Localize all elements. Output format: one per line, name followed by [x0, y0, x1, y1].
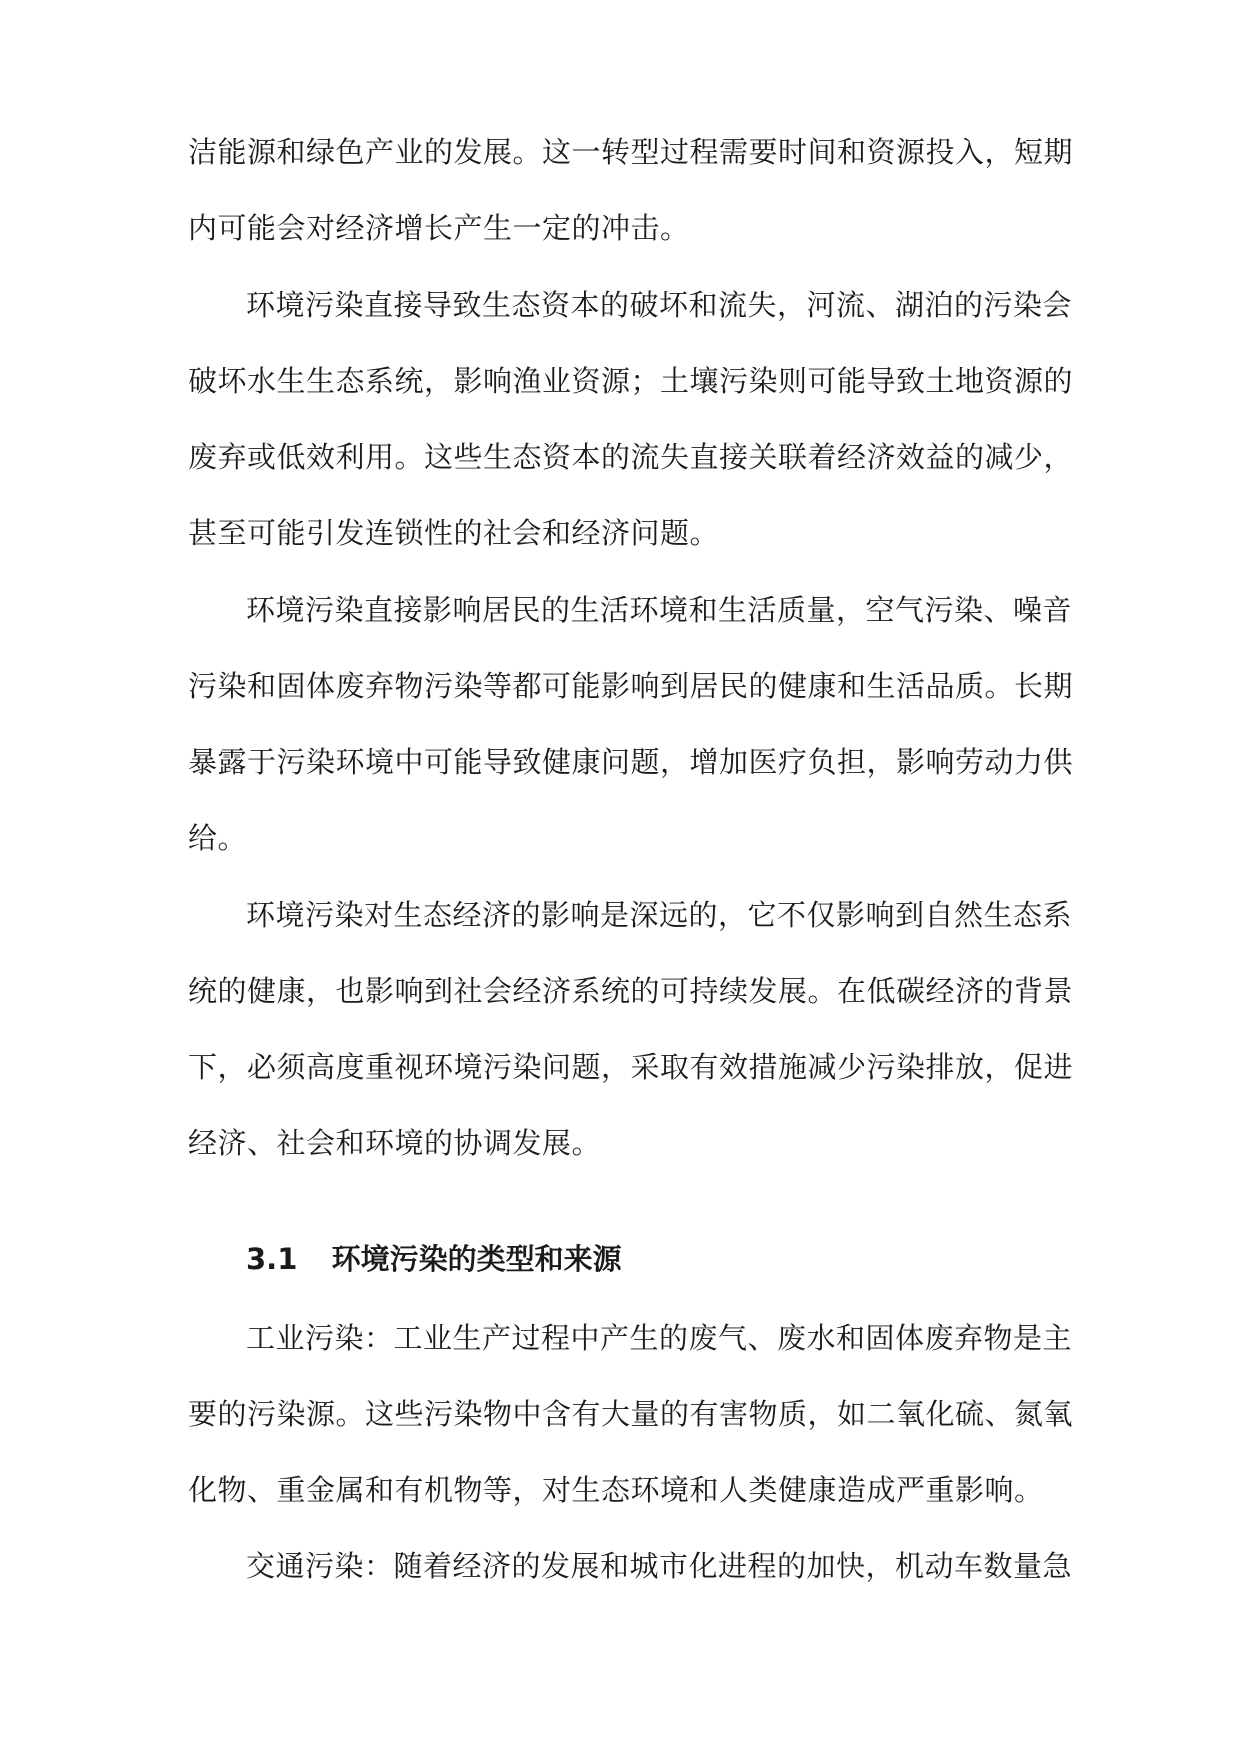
paragraph-3-line-4: 给。	[188, 821, 248, 855]
section-paragraph-1-line-1: 工业污染：工业生产过程中产生的废气、废水和固体废弃物是主	[246, 1321, 1073, 1355]
paragraph-3-line-2: 污染和固体废弃物污染等都可能影响到居民的健康和生活品质。长期	[188, 669, 1074, 703]
paragraph-2-line-1: 环境污染直接导致生态资本的破坏和流失，河流、湖泊的污染会	[246, 288, 1073, 322]
section-paragraph-1-line-3: 化物、重金属和有机物等，对生态环境和人类健康造成严重影响。	[188, 1473, 1044, 1507]
paragraph-2-line-3: 废弃或低效利用。这些生态资本的流失直接关联着经济效益的减少，	[188, 440, 1074, 474]
paragraph-1-line-2: 内可能会对经济增长产生一定的冲击。	[188, 211, 690, 245]
paragraph-4-line-4: 经济、社会和环境的协调发展。	[188, 1126, 602, 1160]
paragraph-3-line-3: 暴露于污染环境中可能导致健康问题，增加医疗负担，影响劳动力供	[188, 745, 1074, 779]
paragraph-4-line-1: 环境污染对生态经济的影响是深远的，它不仅影响到自然生态系	[246, 898, 1073, 932]
paragraph-4-line-2: 统的健康，也影响到社会经济系统的可持续发展。在低碳经济的背景	[188, 974, 1074, 1008]
paragraph-2-line-2: 破坏水生生态系统，影响渔业资源；土壤污染则可能导致土地资源的	[188, 364, 1074, 398]
section-number: 3.1	[246, 1242, 298, 1276]
paragraph-4-line-3: 下，必须高度重视环境污染问题，采取有效措施减少污染排放，促进	[188, 1050, 1074, 1084]
paragraph-3-line-1: 环境污染直接影响居民的生活环境和生活质量，空气污染、噪音	[246, 593, 1073, 627]
section-heading	[246, 1239, 622, 1279]
paragraph-2-line-4: 甚至可能引发连锁性的社会和经济问题。	[188, 516, 720, 550]
section-paragraph-1-line-2: 要的污染源。这些污染物中含有大量的有害物质，如二氧化硫、氮氧	[188, 1397, 1074, 1431]
section-paragraph-2-line-1: 交通污染：随着经济的发展和城市化进程的加快，机动车数量急	[246, 1549, 1073, 1583]
paragraph-1-line-1: 洁能源和绿色产业的发展。这一转型过程需要时间和资源投入，短期	[188, 135, 1074, 169]
section-title: 环境污染的类型和来源	[331, 1242, 622, 1276]
